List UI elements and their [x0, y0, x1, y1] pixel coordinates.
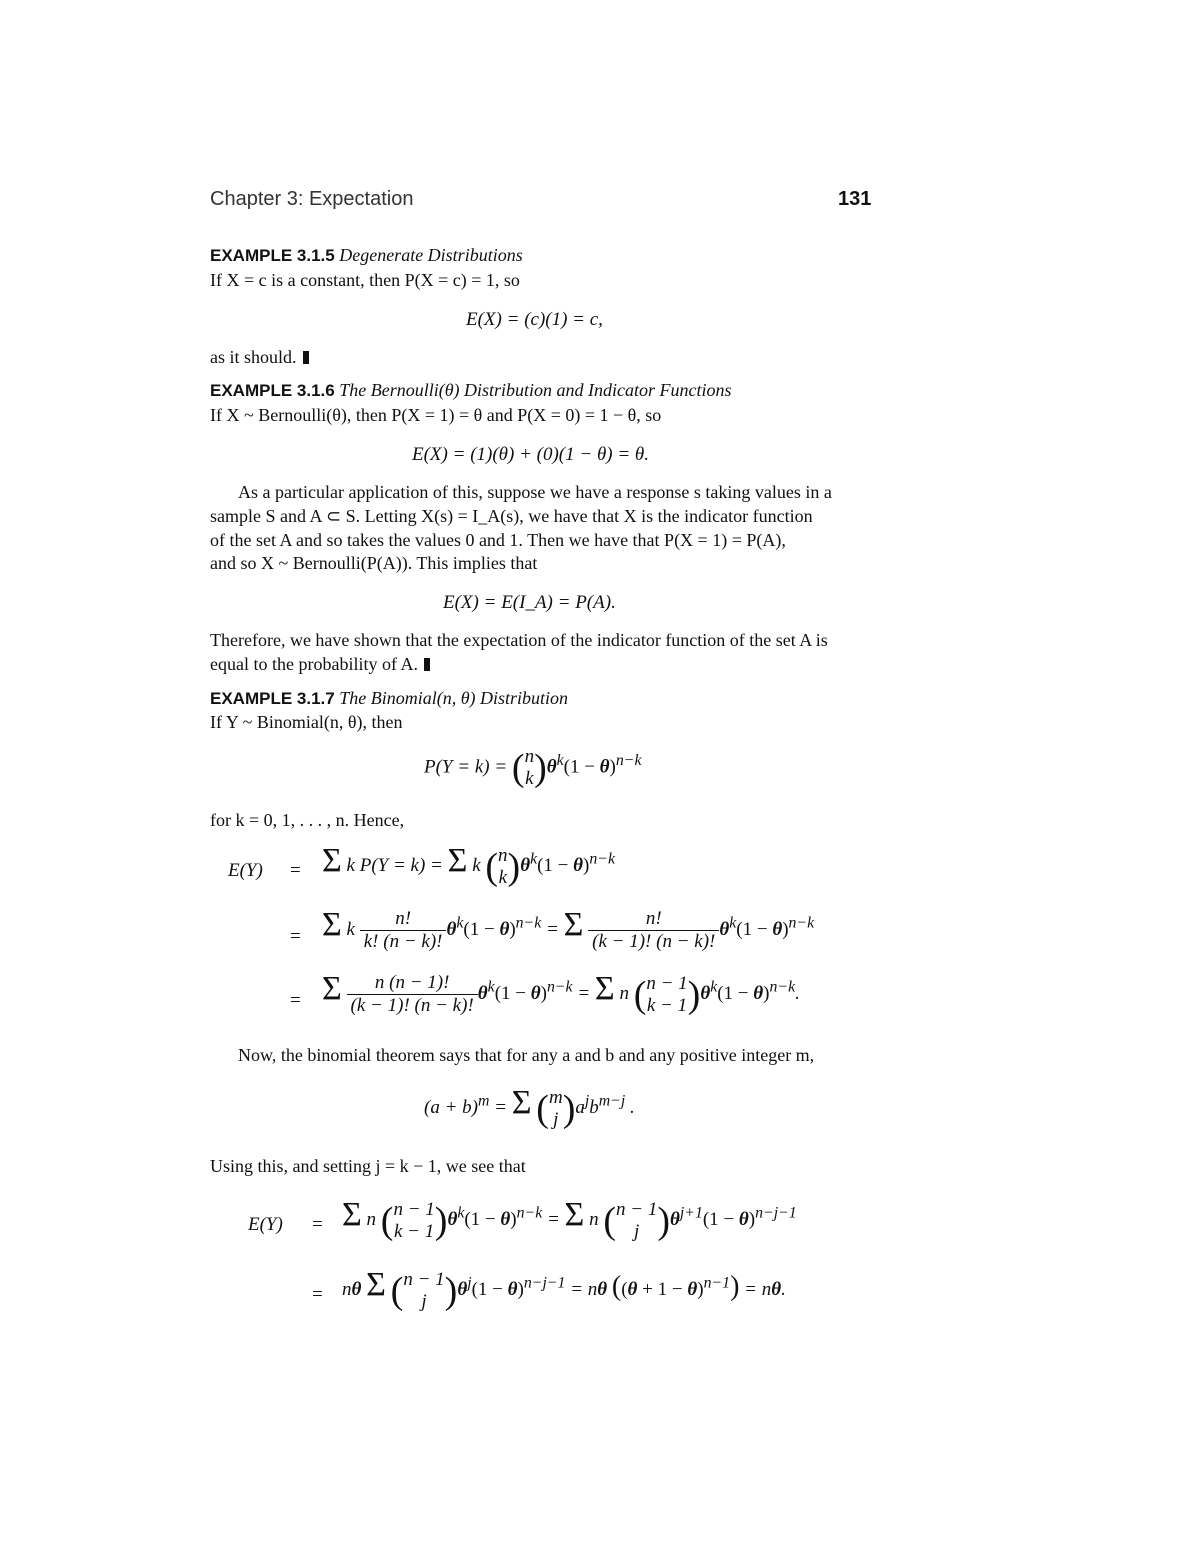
equals-sign: =	[312, 1214, 323, 1235]
paragraph-line: Therefore, we have shown that the expectation of the indicator function of the set A is	[210, 630, 828, 650]
paragraph-line: equal to the probability of A.	[210, 654, 430, 675]
qed-mark	[303, 351, 309, 364]
example-3-1-6-heading	[210, 380, 732, 401]
derivation-row-2: Σ k $\frac{n!}{k! (n - k)!}$ $\theta^k(1 - \theta)^{n-k} = \Sigma$ $\frac{n!}{(k - 1)! (n - k)!}$ $\theta^k(1 - \theta)^{n-k}$	[322, 906, 815, 953]
example-label: EXAMPLE 3.1.5	[210, 246, 335, 265]
final-row-2: nθ Σ ( n − 1 j )$\theta^j(1 - \theta)^{n-j-1} = n\theta$ $((\theta + 1 - \theta)^{n-1}) = n\theta$.	[342, 1266, 786, 1312]
equals-sign: =	[290, 926, 301, 947]
equation-degenerate-expectation: E(X) = (c)(1) = c,	[466, 309, 603, 330]
qed-mark	[424, 658, 430, 671]
paragraph-line: sample S and A ⊂ S. Letting X(s) = I_A(s), we have that X is the indicator function	[210, 506, 813, 526]
lhs-ey: E(Y)	[228, 860, 263, 881]
paragraph-line: of the set A and so takes the values 0 and 1. Then we have that P(X = 1) = P(A),	[210, 530, 786, 550]
paragraph-line: and so X ~ Bernoulli(P(A)). This implies that	[210, 553, 538, 573]
substitution-line: Using this, and setting j = k − 1, we see that	[210, 1156, 526, 1176]
example-label: EXAMPLE 3.1.6	[210, 381, 335, 400]
example-3-1-7-heading	[210, 688, 568, 709]
equation-binomial-pmf: P(Y = k) = ( n k )$\theta^k(1 - \theta)^{n-k}$	[424, 746, 642, 789]
equals-sign: =	[312, 1284, 323, 1305]
equation-binomial-theorem: $(a + b)^m = \Sigma$ ( m j )$a^jb^{m-j}$ .	[424, 1084, 635, 1130]
binomial-coefficient: ( n k )	[511, 746, 547, 789]
example-title: The Binomial(n, θ) Distribution	[339, 688, 569, 708]
derivation-row-3: Σ $\frac{n (n - 1)!}{(k - 1)! (n - k)!}$ $\theta^k(1 - \theta)^{n-k} = \Sigma$ n ( n − 1 k − 1 )$\theta^k(1 - \theta)^{n-k}$.	[322, 970, 800, 1017]
lhs-ey: E(Y)	[248, 1214, 283, 1235]
paragraph-line: As a particular application of this, suppose we have a response s taking values in a	[238, 482, 832, 502]
example-3-1-5-heading	[210, 245, 523, 266]
example-3-1-5-intro: If X = c is a constant, then P(X = c) = 1, so	[210, 270, 520, 290]
binomial-theorem-line: Now, the binomial theorem says that for any a and b and any positive integer m,	[238, 1045, 815, 1065]
example-3-1-7-intro: If Y ~ Binomial(n, θ), then	[210, 712, 403, 732]
example-title: Degenerate Distributions	[339, 245, 523, 265]
example-label: EXAMPLE 3.1.7	[210, 689, 335, 708]
equation-bernoulli-expectation: E(X) = (1)(θ) + (0)(1 − θ) = θ.	[412, 444, 650, 465]
page-number: 131	[838, 188, 872, 210]
equals-sign: =	[290, 990, 301, 1011]
example-3-1-5-closing: as it should.	[210, 347, 309, 368]
final-row-1: Σ n ( n − 1 k − 1 )$\theta^k(1 - \theta)^{n-k} = \Sigma$ n ( n − 1 j )$\theta^{j+1}(1 - \theta)^{n-j-1}$	[342, 1196, 797, 1242]
equals-sign: =	[290, 860, 301, 881]
example-3-1-6-intro: If X ~ Bernoulli(θ), then P(X = 1) = θ and P(X = 0) = 1 − θ, so	[210, 405, 662, 425]
derivation-row-1: Σ k P(Y = k) = Σ k ( n k )$\theta^k(1 - \theta)^{n-k}$	[322, 842, 615, 888]
example-3-1-7-range: for k = 0, 1, . . . , n. Hence,	[210, 810, 405, 830]
equation-indicator-expectation: E(X) = E(I_A) = P(A).	[443, 592, 616, 613]
example-title: The Bernoulli(θ) Distribution and Indicator Functions	[339, 380, 732, 400]
running-header-chapter: Chapter 3: Expectation	[210, 188, 414, 210]
